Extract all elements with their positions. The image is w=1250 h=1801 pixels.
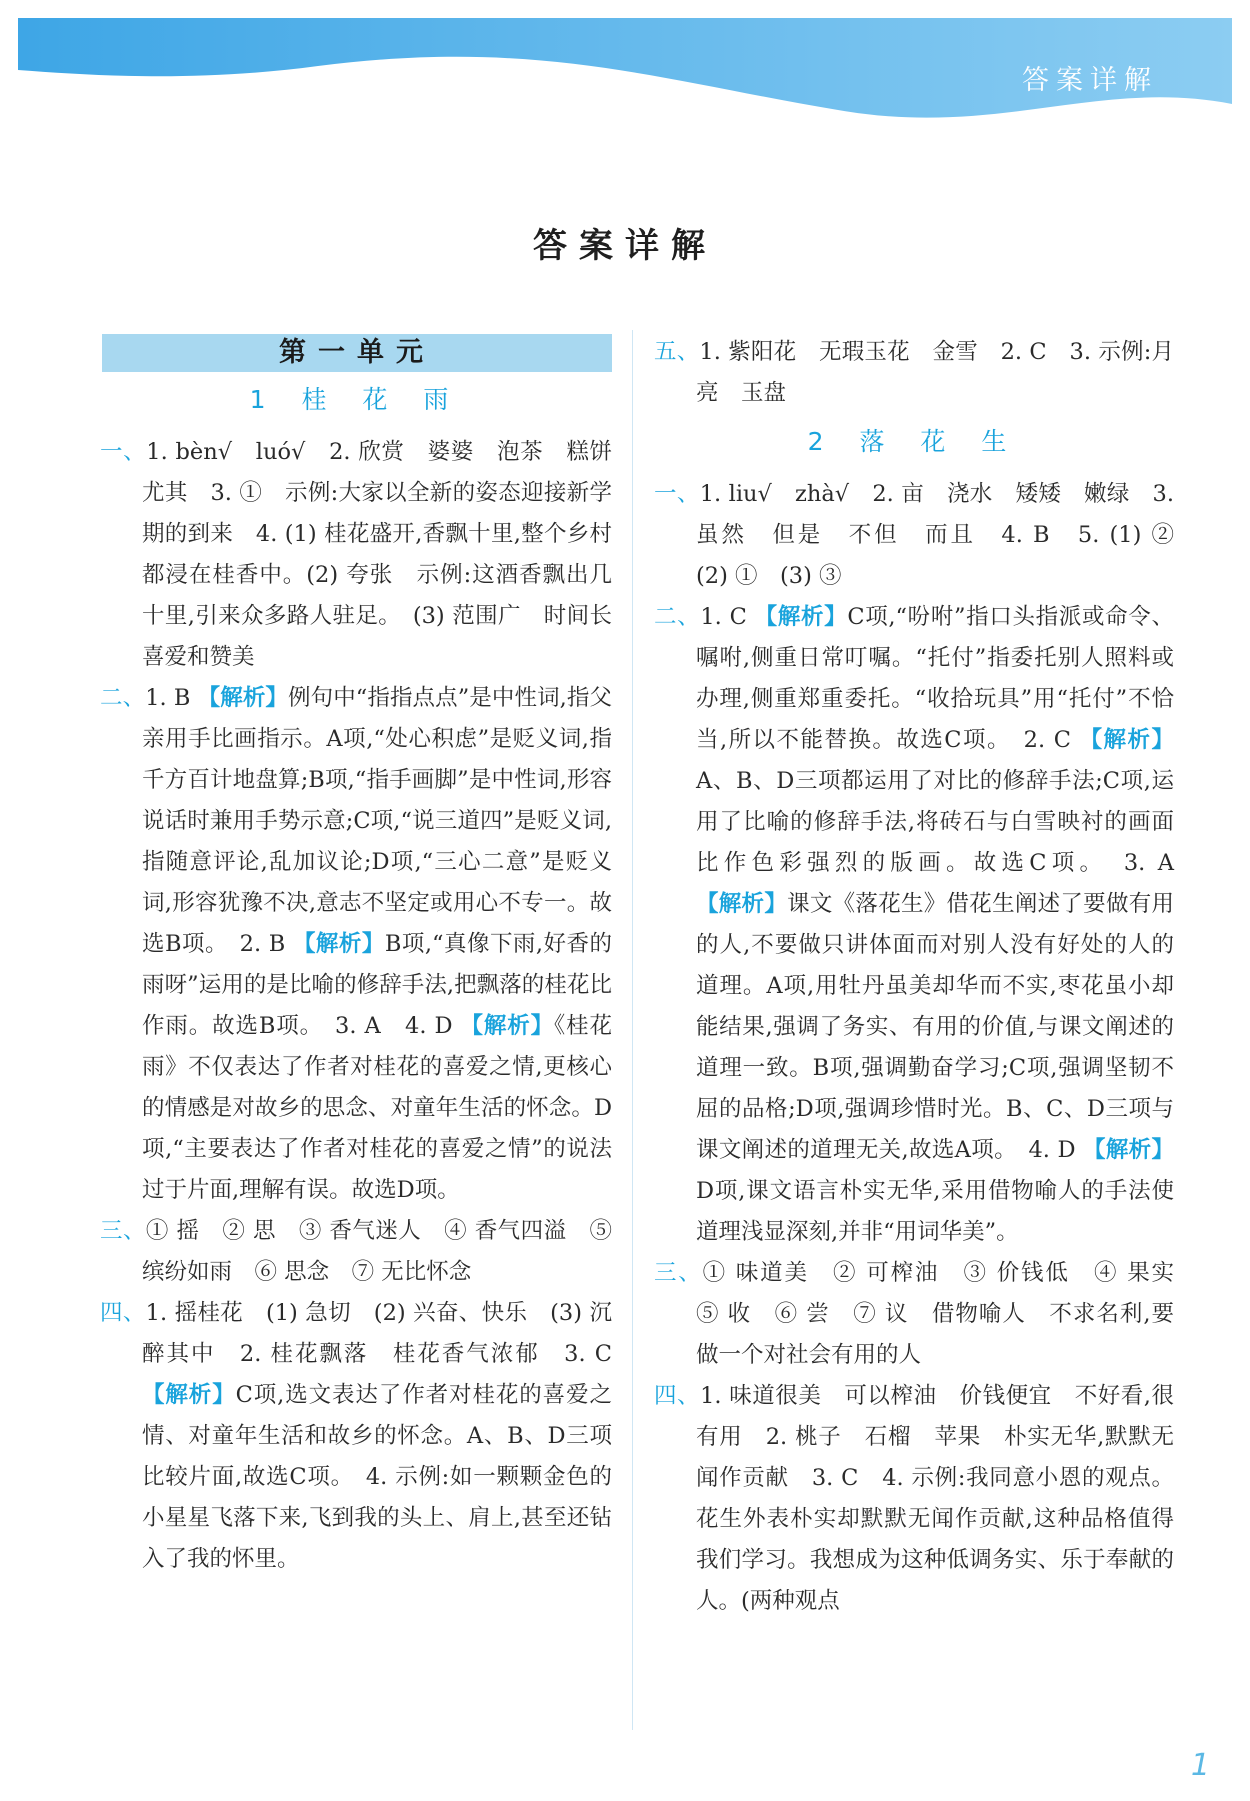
- left-sections: [100, 432, 635, 1580]
- section-text: 1. 味道很美 可以榨油 价钱便宜 不好看,很有用 2. 桃子 石榴 苹果 朴实无华,默默无闻作贡献 3. C 4. 示例:我同意小恩的观点。花生外表朴实却默默无闻作贡献,这种品格值得我们学习。我想成为这种低调务实、乐于奉献的人。(两种观点: [696, 1383, 1174, 1614]
- answer-section: [654, 1376, 1174, 1622]
- section-number: 五、: [654, 339, 700, 365]
- section-number: 二、: [654, 604, 701, 630]
- section-text: 1. 紫阳花 无瑕玉花 金雪 2. C 3. 示例:月亮 玉盘: [696, 339, 1174, 406]
- page-number: 1: [1190, 1748, 1210, 1783]
- analysis-tag: 【解析】: [197, 685, 289, 711]
- analysis-tag: 【解析】: [1082, 1137, 1174, 1163]
- section-text: 1. C 【解析】C项,“吩咐”指口头指派或命令、嘱咐,侧重日常叮嘱。“托付”指委托别人照料或办理,侧重郑重委托。“收拾玩具”用“托付”不恰当,所以不能替换。故选C项。 2. C 【解析】A、B、D三项都运用了对比的修辞手法;C项,运用了比喻的修辞手法,将砖石与白雪映衬的画面比作色彩强烈的版画。故选C项。 3. A 【解析】课文《落花生》借花生阐述了要做有用的人,不要做只讲体面而对别人没有好处的人的道理。A项,用牡丹虽美却华而不实,枣花虽小却能结果,强调了务实、有用的价值,与课文阐述的道理一致。B项,强调勤奋学习;C项,强调坚韧不屈的品格;D项,强调珍惜时光。B、C、D三项与课文阐述的道理无关,故选A项。 4. D 【解析】D项,课文语言朴实无华,采用借物喻人的手法使道理浅显深刻,并非“用词华美”。: [696, 604, 1174, 1245]
- page-title: 答案详解: [533, 226, 717, 266]
- right-column: [654, 332, 1197, 1622]
- analysis-tag: 【解析】: [696, 891, 788, 917]
- right-sections: [654, 474, 1197, 1622]
- section-number: 二、: [100, 685, 146, 711]
- section-text: ① 味道美 ② 可榨油 ③ 价钱低 ④ 果实 ⑤ 收 ⑥ 尝 ⑦ 议 借物喻人 不求名利,要做一个对社会有用的人: [696, 1260, 1197, 1368]
- lesson-title: 1 桂 花 雨: [249, 385, 463, 414]
- banner-title: 答案详解: [1022, 65, 1158, 96]
- analysis-tag: 【解析】: [460, 1013, 554, 1039]
- section-text: 1. liu√ zhà√ 2. 亩 浇水 矮矮 嫩绿 3. 虽然 但是 不但 而且 4. B 5. (1) ② (2) ① (3) ③: [696, 481, 1197, 589]
- section-number: 四、: [654, 1383, 701, 1409]
- analysis-tag: 【解析】: [1079, 727, 1174, 753]
- lesson-title: 2 落 花 生: [807, 427, 1021, 456]
- section-number: 四、: [100, 1300, 146, 1326]
- answer-section: [654, 332, 1174, 414]
- right-sections-before: [654, 332, 1174, 414]
- section-number: 三、: [100, 1218, 146, 1244]
- section-text: 1. bèn√ luó√ 2. 欣赏 婆婆 泡茶 糕饼 尤其 3. ① 示例:大家以全新的姿态迎接新学期的到来 4. (1) 桂花盛开,香飘十里,整个乡村都浸在桂香中。(2) 夸张 示例:这酒香飘出几十里,引来众多路人驻足。 (3) 范围广 时间长 喜爱和赞美: [142, 439, 635, 670]
- analysis-tag: 【解析】: [754, 604, 848, 630]
- section-number: 三、: [654, 1260, 703, 1286]
- analysis-tag: 【解析】: [142, 1382, 236, 1408]
- section-text: 1. 摇桂花 (1) 急切 (2) 兴奋、快乐 (3) 沉醉其中 2. 桂花飘落 桂花香气浓郁 3. C 【解析】C项,选文表达了作者对桂花的喜爱之情、对童年生活和故乡的怀念。A、B、D三项比较片面,故选C项。 4. 示例:如一颗颗金色的小星星飞落下来,飞到我的头上、肩上,甚至还钻入了我的怀里。: [142, 1300, 612, 1572]
- answer-section: [654, 597, 1174, 1253]
- left-column: [100, 332, 635, 1580]
- section-number: 一、: [654, 481, 700, 507]
- unit-heading: 第一单元: [102, 334, 612, 372]
- answer-section: [654, 474, 1197, 597]
- section-number: 一、: [100, 439, 147, 465]
- section-text: 1. B 【解析】例句中“指指点点”是中性词,指父亲用手比画指示。A项,“处心积虑”是贬义词,指千方百计地盘算;B项,“指手画脚”是中性词,形容说话时兼用手势示意;C项,“说三道四”是贬义词,指随意评论,乱加议论;D项,“三心二意”是贬义词,形容犹豫不决,意志不坚定或用心不专一。故选B项。 2. B 【解析】B项,“真像下雨,好香的雨呀”运用的是比喻的修辞手法,把飘落的桂花比作雨。故选B项。 3. A 4. D 【解析】《桂花雨》不仅表达了作者对桂花的喜爱之情,更核心的情感是对故乡的思念、对童年生活的怀念。D项,“主要表达了作者对桂花的喜爱之情”的说法过于片面,理解有误。故选D项。: [142, 685, 613, 1203]
- answer-section: [100, 1293, 612, 1580]
- answer-section: [654, 1253, 1197, 1376]
- column-divider: [632, 330, 633, 1730]
- answer-section: [100, 678, 612, 1211]
- analysis-tag: 【解析】: [292, 931, 385, 957]
- answer-section: [100, 432, 635, 678]
- section-text: ① 摇 ② 思 ③ 香气迷人 ④ 香气四溢 ⑤ 缤纷如雨 ⑥ 思念 ⑦ 无比怀念: [142, 1218, 612, 1285]
- answer-section: [100, 1211, 612, 1293]
